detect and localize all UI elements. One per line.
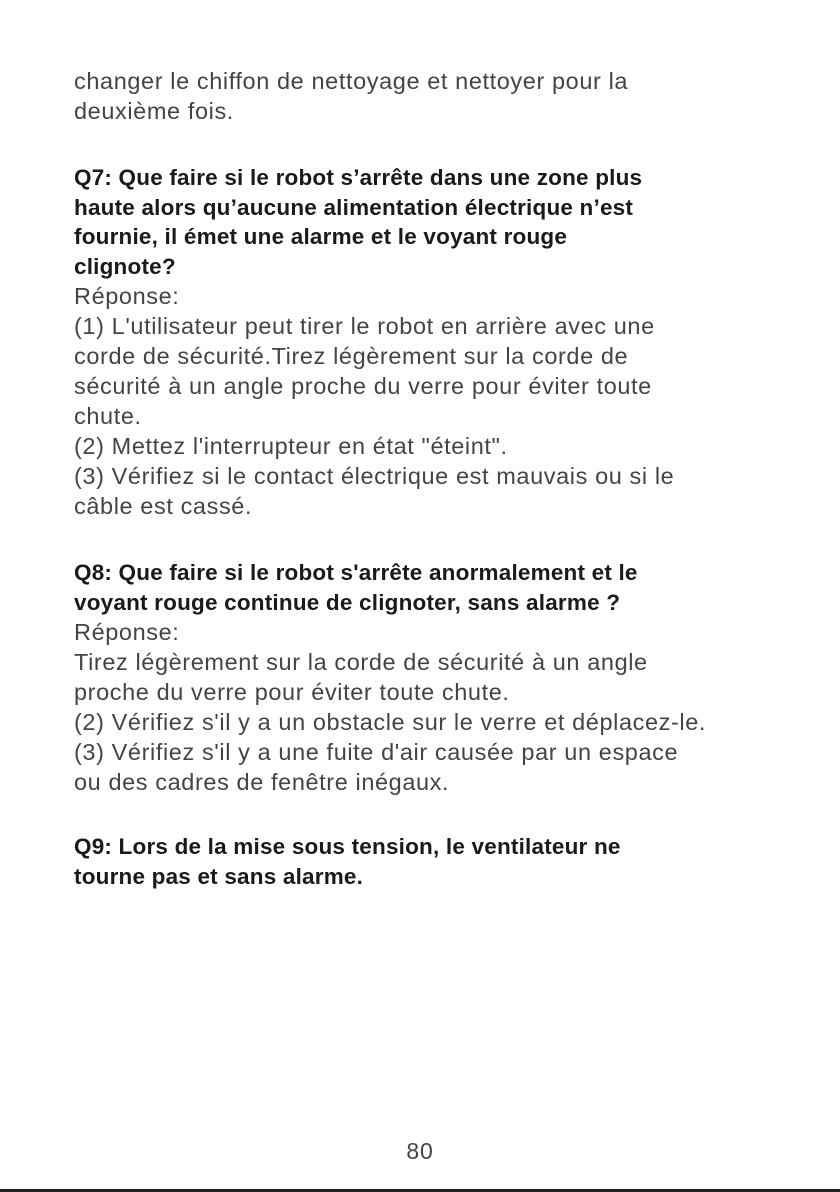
document-page xyxy=(74,66,774,891)
question-line: Q7: Que faire si le robot s’arrête dans une zone plus xyxy=(74,165,643,190)
answer-line: (1) L'utilisateur peut tirer le robot en arrière avec une xyxy=(74,313,655,339)
question-line: Q9: Lors de la mise sous tension, le ventilateur ne xyxy=(74,834,621,859)
text-line: changer le chiffon de nettoyage et nettoyer pour la xyxy=(74,68,629,94)
answer-line: câble est cassé. xyxy=(74,493,253,519)
question-line: fournie, il émet une alarme et le voyant rouge xyxy=(74,224,568,249)
answer-line: sécurité à un angle proche du verre pour éviter toute xyxy=(74,373,652,399)
answer-line: Tirez légèrement sur la corde de sécurité à un angle xyxy=(74,649,648,675)
question-line: voyant rouge continue de clignoter, sans alarme ? xyxy=(74,589,621,615)
text-line: deuxième fois. xyxy=(74,98,234,124)
answer-line: (2) Vérifiez s'il y a un obstacle sur le verre et déplacez-le. xyxy=(74,709,707,735)
question-heading xyxy=(74,558,774,617)
answer-label: Réponse: xyxy=(74,283,180,309)
question-heading xyxy=(74,832,774,891)
answer-line: corde de sécurité.Tirez légèrement sur la corde de xyxy=(74,343,629,369)
question-line: Q8: Que faire si le robot s'arrête anormalement et le xyxy=(74,560,638,585)
question-line: haute alors qu’aucune alimentation électrique n’est xyxy=(74,194,634,220)
page-number: 80 xyxy=(406,1138,434,1164)
answer-label: Réponse: xyxy=(74,619,180,645)
faq-q7 xyxy=(74,163,774,521)
answer-body xyxy=(74,647,774,797)
answer-line: ou des cadres de fenêtre inégaux. xyxy=(74,769,450,795)
intro-paragraph xyxy=(74,66,774,126)
question-heading xyxy=(74,163,774,281)
question-line: tourne pas et sans alarme. xyxy=(74,863,364,889)
answer-line: proche du verre pour éviter toute chute. xyxy=(74,679,510,705)
question-line: clignote? xyxy=(74,253,176,279)
answer-line: (3) Vérifiez si le contact électrique est mauvais ou si le xyxy=(74,463,675,489)
faq-q8 xyxy=(74,558,774,797)
answer-line: (3) Vérifiez s'il y a une fuite d'air causée par un espace xyxy=(74,739,679,765)
answer-line: (2) Mettez l'interrupteur en état "éteint". xyxy=(74,433,508,459)
answer-body xyxy=(74,311,774,521)
answer-line: chute. xyxy=(74,403,142,429)
faq-q9 xyxy=(74,832,774,891)
